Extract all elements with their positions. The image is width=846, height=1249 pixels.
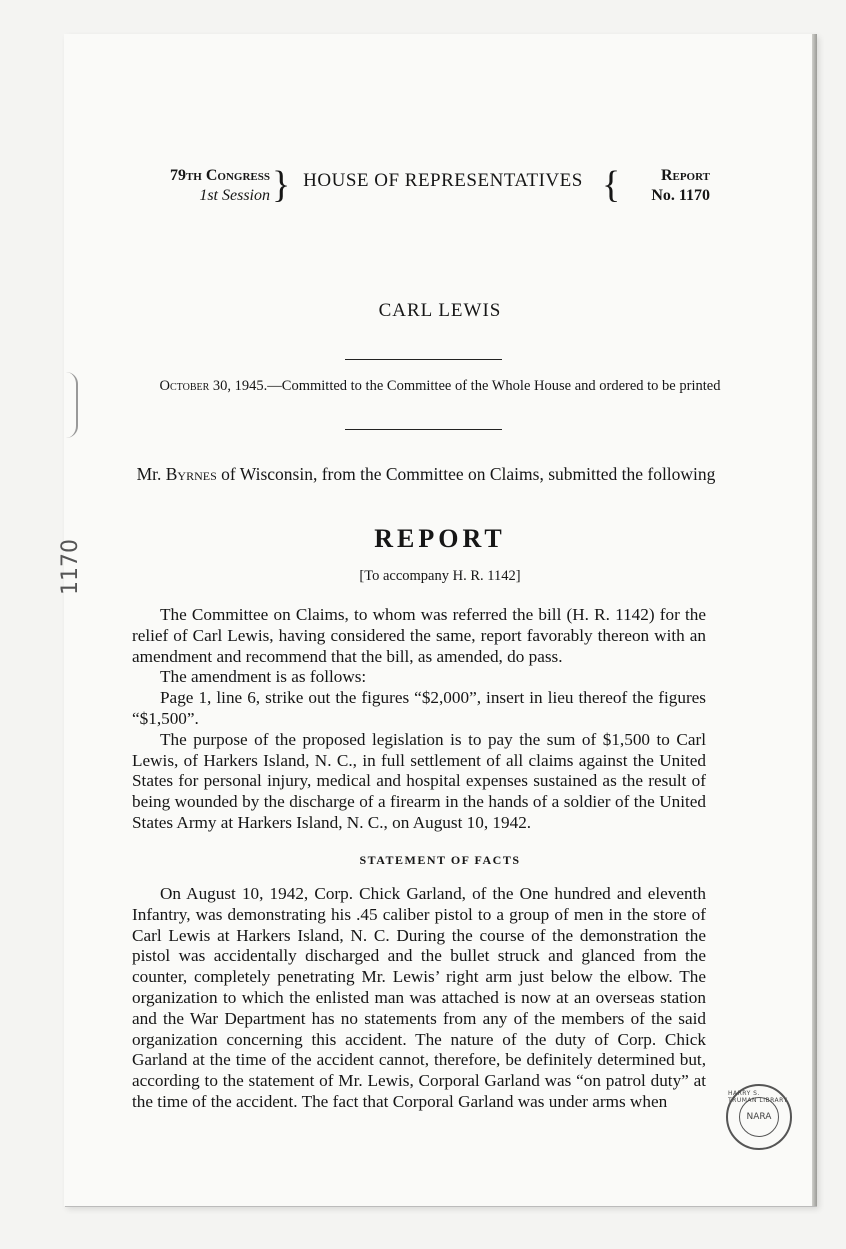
report-body: [132, 605, 706, 834]
document-title: CARL LEWIS: [378, 300, 502, 321]
committed-notice: [140, 377, 740, 395]
report-number-block: [626, 166, 710, 206]
left-brace-icon: }: [272, 164, 291, 206]
accompany-bill: [To accompany H. R. 1142]: [359, 568, 521, 584]
divider-rule: [345, 359, 502, 360]
stamp-ring-text: HARRY S. TRUMAN LIBRARY: [728, 1090, 788, 1104]
report-label: Report: [660, 167, 710, 184]
session-number: 1st Session: [199, 187, 270, 204]
page-edge: [812, 34, 817, 1206]
facts-heading: STATEMENT OF FACTS: [359, 853, 521, 867]
body-paragraph: The Committee on Claims, to whom was referred the bill (H. R. 1142) for the relief of Carl Lewis, having considered the same, report favorably thereon with an amendment and recommend that the bill, as amended, do pass.: [132, 605, 706, 666]
report-number: No. 1170: [651, 187, 710, 204]
congress-number: 79th Congress: [169, 167, 270, 184]
congress-session: [124, 166, 270, 206]
handwritten-margin-note: 1170: [58, 539, 83, 595]
report-heading: REPORT: [374, 524, 506, 553]
committed-date: October 30, 1945.: [159, 378, 268, 394]
divider-rule: [345, 429, 502, 430]
body-paragraph: Page 1, line 6, strike out the figures “$2,000”, insert in lieu thereof the figures “$1,500”.: [132, 688, 706, 728]
binding-mark: [66, 372, 78, 438]
right-brace-icon: {: [602, 164, 621, 206]
body-paragraph: The amendment is as follows:: [160, 667, 367, 687]
submitted-by: Mr. Byrnes of Wisconsin, from the Committee on Claims, submitted the following: [136, 464, 716, 484]
stamp-center: NARA: [739, 1097, 779, 1137]
facts-paragraph: On August 10, 1942, Corp. Chick Garland, of the One hundred and eleventh Infantry, was demonstrating his .45 caliber pistol to a group of men in the store of Carl Lewis at Harkers Island, N. C. During the course of the demonstration the pistol was accidentally discharged and the bullet struck and glanced from the counter, completely penetrating Mr. Lewis’ right arm just below the elbow. The organization to which the enlisted man was attached is now at an overseas station and the War Department has no statements from any of the members of the said organization concerning this accident. The nature of the duty of Corp. Chick Garland at the time of the accident cannot, therefore, be definitely determined but, according to the statement of Mr. Lewis, Corporal Garland was “on patrol duty” at the time of the accident. The fact that Corporal Garland was under arms when: [132, 884, 706, 1111]
library-stamp: [726, 1084, 792, 1150]
facts-section: [132, 884, 706, 1113]
committed-text: —Committed to the Committee of the Whole House and ordered to be printed: [267, 378, 721, 394]
member-name: Byrnes: [165, 464, 217, 484]
body-paragraph: The purpose of the proposed legislation is to pay the sum of $1,500 to Carl Lewis, of Harkers Island, N. C., in full settlement of all claims against the United States for personal injury, medical and hospital expenses sustained as the result of being wounded by the discharge of a firearm in the hands of a soldier of the United States Army at Harkers Island, N. C., on August 10, 1942.: [132, 729, 706, 832]
chamber-name: HOUSE OF REPRESENTATIVES: [303, 170, 583, 191]
